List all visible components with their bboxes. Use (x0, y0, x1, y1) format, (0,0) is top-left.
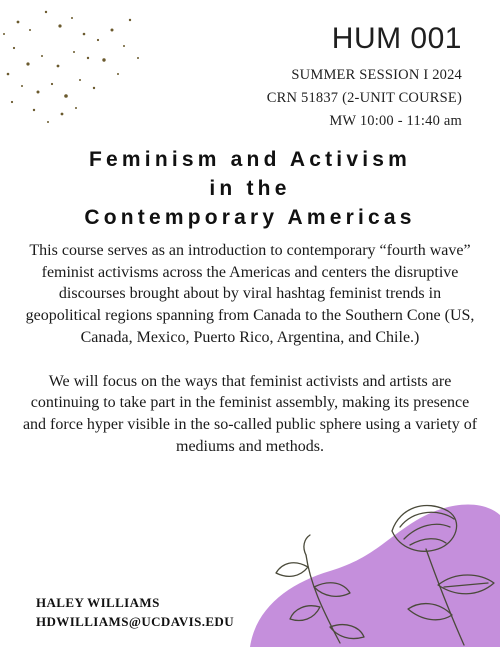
course-description (22, 240, 478, 457)
course-code: HUM 001 (331, 22, 462, 55)
course-title (0, 145, 500, 232)
instructor-name: HALEY WILLIAMS (36, 595, 160, 610)
instructor-info (36, 593, 234, 631)
course-meta (267, 64, 462, 133)
description-paragraph-1: This course serves as an introduction to contemporary “fourth wave” feminist activisms across the Americas and centers the disruptive discourses brought about by viral hashtag feminist trends in geopolitical regions spanning from Canada to the Southern Cone (US, Canada, Mexico, Puerto Rico, Argentina, and Chile.) (25, 242, 475, 346)
crn-label: CRN 51837 (2-UNIT COURSE) (266, 90, 462, 106)
title-line-2: in the (209, 177, 291, 200)
flower-decoration (250, 487, 500, 647)
paint-splatter-decoration (0, 0, 150, 140)
schedule-label: MW 10:00 - 11:40 am (329, 113, 462, 129)
title-line-1: Feminism and Activism (89, 148, 411, 171)
instructor-email: HDWILLIAMS@UCDAVIS.EDU (36, 614, 234, 629)
session-label: SUMMER SESSION I 2024 (291, 67, 462, 83)
title-line-3: Contemporary Americas (84, 206, 416, 229)
description-paragraph-2: We will focus on the ways that feminist activists and artists are continuing to take part in the feminist assembly, making its presence and force hyper visible in the so-called public sphere using a variety of mediums and methods. (22, 372, 478, 455)
